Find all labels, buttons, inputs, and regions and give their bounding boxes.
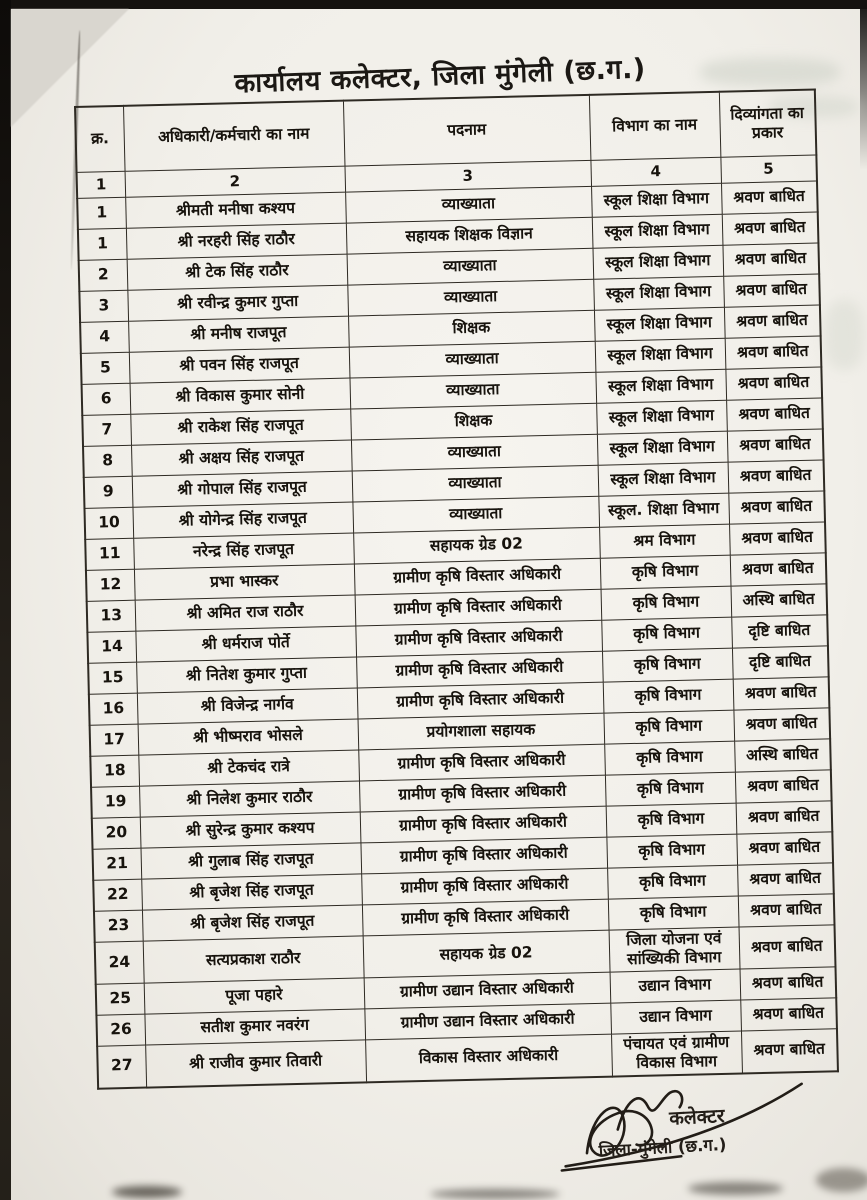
cell-designation: ग्रामीण कृषि विस्तार अधिकारी <box>358 744 605 781</box>
cell-department: कृषि विभाग <box>606 803 737 837</box>
cell-serial: 9 <box>84 476 133 508</box>
cell-disability: श्रवण बाधित <box>741 1029 838 1074</box>
cell-name: श्रीमती मनीषा कश्यप <box>125 192 346 228</box>
cell-designation: ग्रामीण उद्यान विस्तार अधिकारी <box>364 1003 611 1040</box>
scan-edge-left <box>0 0 11 1200</box>
cell-serial: 8 <box>83 445 132 477</box>
cell-name: पूजा पहारे <box>144 978 365 1014</box>
cell-disability: श्रवण बाधित <box>737 863 834 896</box>
cell-designation: व्याख्याता <box>347 279 594 316</box>
cell-department: स्कूल. शिक्षा विभाग <box>598 493 729 527</box>
cell-name: प्रभा भास्कर <box>134 564 355 600</box>
cell-serial: 16 <box>89 693 138 725</box>
cell-department: स्कूल शिक्षा विभाग <box>592 245 723 279</box>
column-number: 5 <box>720 155 817 183</box>
cell-disability: श्रवण बाधित <box>729 522 826 555</box>
cell-disability: श्रवण बाधित <box>721 181 818 214</box>
cell-department: स्कूल शिक्षा विभाग <box>593 276 724 310</box>
cell-department: कृषि विभाग <box>603 679 734 713</box>
cell-name: श्री टेक सिंह राठौर <box>127 254 348 290</box>
cell-disability: श्रवण बाधित <box>725 367 822 400</box>
cell-department: जिला योजना एवं सांख्यिकी विभाग <box>609 927 740 972</box>
cell-name: श्री बृजेश सिंह राजपूत <box>142 905 363 941</box>
scan-edge-top <box>0 0 867 9</box>
cell-serial: 27 <box>97 1045 146 1088</box>
cell-serial: 22 <box>93 879 142 911</box>
cell-designation: ग्रामीण कृषि विस्तार अधिकारी <box>354 558 601 595</box>
cell-serial: 6 <box>82 383 131 415</box>
cell-name: श्री धर्मराज पोर्ते <box>135 626 356 662</box>
cell-name: श्री विजेन्द्र नार्गव <box>137 688 358 724</box>
cell-department: स्कूल शिक्षा विभाग <box>592 214 723 248</box>
cell-designation: ग्रामीण कृषि विस्तार अधिकारी <box>355 620 602 657</box>
header-designation: पदनाम <box>343 95 590 166</box>
cell-department: कृषि विभाग <box>607 865 738 899</box>
cell-disability: श्रवण बाधित <box>739 925 836 969</box>
cell-department: स्कूल शिक्षा विभाग <box>591 183 722 217</box>
cell-serial: 7 <box>82 414 131 446</box>
cell-name: श्री निलेश कुमार राठौर <box>139 781 360 817</box>
cell-name: श्री नरहरी सिंह राठौर <box>126 223 347 259</box>
cell-disability: श्रवण बाधित <box>725 336 822 369</box>
cell-department: कृषि विभाग <box>600 555 731 589</box>
cell-serial: 23 <box>94 910 143 942</box>
cell-serial: 11 <box>85 538 134 570</box>
cell-disability: अस्थि बाधित <box>734 739 831 772</box>
cell-serial: 18 <box>90 755 139 787</box>
column-number: 3 <box>344 160 591 192</box>
cell-designation: व्याख्याता <box>349 341 596 378</box>
cell-name: श्री राजीव कुमार तिवारी <box>145 1040 366 1087</box>
header-name: अधिकारी/कर्मचारी का नाम <box>123 101 344 172</box>
cell-department: कृषि विभाग <box>604 741 735 775</box>
cell-designation: ग्रामीण कृषि विस्तार अधिकारी <box>361 868 608 905</box>
cell-designation: शिक्षक <box>350 403 597 440</box>
cell-disability: श्रवण बाधित <box>733 677 830 710</box>
cell-disability: दृष्टि बाधित <box>732 646 829 679</box>
cell-department: स्कूल शिक्षा विभाग <box>595 338 726 372</box>
cell-serial: 20 <box>92 817 141 849</box>
cell-department: स्कूल शिक्षा विभाग <box>597 431 728 465</box>
cell-name: श्री सुरेन्द्र कुमार कश्यप <box>140 812 361 848</box>
cell-department: स्कूल शिक्षा विभाग <box>595 369 726 403</box>
scan-smudge <box>112 1186 182 1198</box>
cell-department: श्रम विभाग <box>599 524 730 558</box>
stamp-title: कलेक्टर <box>668 1104 725 1130</box>
cell-name: श्री टेकचंद रात्रे <box>138 750 359 786</box>
cell-serial: 1 <box>78 228 127 260</box>
cell-name: श्री नितेश कुमार गुप्ता <box>136 657 357 693</box>
cell-name: श्री रवीन्द्र कुमार गुप्ता <box>127 285 348 321</box>
scan-smudge <box>816 1168 867 1192</box>
cell-disability: श्रवण बाधित <box>723 274 820 307</box>
cell-department: पंचायत एवं ग्रामीण विकास विभाग <box>611 1031 742 1076</box>
cell-disability: श्रवण बाधित <box>730 553 827 586</box>
cell-serial: 12 <box>86 569 135 601</box>
cell-disability: श्रवण बाधित <box>740 998 837 1031</box>
cell-serial: 10 <box>84 507 133 539</box>
cell-designation: व्याख्याता <box>352 496 599 533</box>
cell-disability: श्रवण बाधित <box>740 967 837 1000</box>
cell-serial: 15 <box>88 662 137 694</box>
cell-department: कृषि विभाग <box>608 896 739 930</box>
cell-designation: व्याख्याता <box>351 434 598 471</box>
cell-designation: सहायक शिक्षक विज्ञान <box>346 217 593 254</box>
cell-disability: श्रवण बाधित <box>735 770 832 803</box>
cell-disability: श्रवण बाधित <box>733 708 830 741</box>
cell-serial: 14 <box>87 631 136 663</box>
cell-designation: व्याख्याता <box>347 248 594 285</box>
cell-department: कृषि विभाग <box>606 834 737 868</box>
cell-serial: 5 <box>81 352 130 384</box>
cell-designation: ग्रामीण कृषि विस्तार अधिकारी <box>355 589 602 626</box>
cell-name: सत्यप्रकाश राठौर <box>143 936 364 983</box>
cell-disability: श्रवण बाधित <box>726 398 823 431</box>
cell-serial: 26 <box>96 1014 145 1046</box>
cell-designation: ग्रामीण कृषि विस्तार अधिकारी <box>356 651 603 688</box>
cell-serial: 25 <box>96 983 145 1015</box>
cell-disability: श्रवण बाधित <box>724 305 821 338</box>
cell-disability: श्रवण बाधित <box>736 801 833 834</box>
cell-department: कृषि विभाग <box>602 648 733 682</box>
cell-department: कृषि विभाग <box>603 710 734 744</box>
header-disability: दिव्यांगता का प्रकार <box>719 90 817 158</box>
cell-name: श्री अमित राज राठौर <box>135 595 356 631</box>
cell-designation: ग्रामीण कृषि विस्तार अधिकारी <box>357 682 604 719</box>
cell-disability: अस्थि बाधित <box>730 584 827 617</box>
cell-disability: श्रवण बाधित <box>738 894 835 927</box>
cell-designation: व्याख्याता <box>345 186 592 223</box>
cell-designation: ग्रामीण कृषि विस्तार अधिकारी <box>359 775 606 812</box>
cell-serial: 3 <box>79 290 128 322</box>
cell-serial: 19 <box>91 786 140 818</box>
cell-name: सतीश कुमार नवरंग <box>144 1009 365 1045</box>
table-sheet <box>74 89 837 1090</box>
cell-disability: श्रवण बाधित <box>728 491 825 524</box>
cell-designation: व्याख्याता <box>349 372 596 409</box>
cell-disability: श्रवण बाधित <box>728 460 825 493</box>
cell-designation: सहायक ग्रेड 02 <box>353 527 600 564</box>
cell-department: कृषि विभाग <box>605 772 736 806</box>
cell-serial: 13 <box>87 600 136 632</box>
cell-department: स्कूल शिक्षा विभाग <box>594 307 725 341</box>
cell-designation: ग्रामीण कृषि विस्तार अधिकारी <box>360 837 607 874</box>
cell-department: उद्यान विभाग <box>610 969 741 1003</box>
cell-name: श्री योगेन्द्र सिंह राजपूत <box>132 502 353 538</box>
signature-block <box>550 1075 821 1189</box>
cell-department: कृषि विभाग <box>601 586 732 620</box>
cell-department: कृषि विभाग <box>601 617 732 651</box>
cell-disability: श्रवण बाधित <box>722 243 819 276</box>
stamp-district: जिला-मुंगेली (छ.ग.) <box>598 1134 727 1161</box>
column-number: 4 <box>590 157 721 186</box>
cell-name: श्री विकास कुमार सोनी <box>130 378 351 414</box>
cell-name: श्री अक्षय सिंह राजपूत <box>131 440 352 476</box>
cell-designation: शिक्षक <box>348 310 595 347</box>
column-number: 2 <box>125 166 346 197</box>
cell-serial: 1 <box>77 197 126 229</box>
header-department: विभाग का नाम <box>589 92 721 161</box>
cell-serial: 21 <box>93 848 142 880</box>
cell-serial: 2 <box>79 259 128 291</box>
cell-designation: व्याख्याता <box>352 465 599 502</box>
cell-department: स्कूल शिक्षा विभाग <box>598 462 729 496</box>
cell-serial: 17 <box>90 724 139 756</box>
cell-name: श्री गुलाब सिंह राजपूत <box>141 843 362 879</box>
handwritten-signature-icon <box>550 1075 821 1189</box>
cell-designation: विकास विस्तार अधिकारी <box>365 1034 612 1082</box>
cell-disability: श्रवण बाधित <box>736 832 833 865</box>
cell-name: श्री बृजेश सिंह राजपूत <box>141 874 362 910</box>
cell-name: श्री पवन सिंह राजपूत <box>129 347 350 383</box>
cell-designation: ग्रामीण उद्यान विस्तार अधिकारी <box>364 972 611 1009</box>
scan-smudge <box>430 1189 560 1199</box>
cell-disability: दृष्टि बाधित <box>731 615 828 648</box>
cell-name: श्री राकेश सिंह राजपूत <box>130 409 351 445</box>
cell-designation: सहायक ग्रेड 02 <box>363 930 610 978</box>
scan-smudge <box>688 1182 783 1195</box>
header-serial: क्र. <box>75 106 125 173</box>
cell-designation: ग्रामीण कृषि विस्तार अधिकारी <box>360 806 607 843</box>
cell-name: नरेन्द्र सिंह राजपूत <box>133 533 354 569</box>
document-title: कार्यालय कलेक्टर, जिला मुंगेली (छ.ग.) <box>233 53 647 100</box>
cell-department: उद्यान विभाग <box>610 1000 741 1034</box>
cell-disability: श्रवण बाधित <box>722 212 819 245</box>
cell-designation: ग्रामीण कृषि विस्तार अधिकारी <box>362 899 609 936</box>
cell-serial: 4 <box>80 321 129 353</box>
employee-roster-table <box>74 89 839 1090</box>
column-number: 1 <box>77 171 126 198</box>
cell-designation: प्रयोगशाला सहायक <box>358 713 605 750</box>
cell-name: श्री भीष्मराव भोसले <box>138 719 359 755</box>
ink-bleedthrough <box>824 300 864 370</box>
cell-serial: 24 <box>95 941 144 984</box>
table-body <box>77 181 838 1088</box>
cell-name: श्री गोपाल सिंह राजपूत <box>132 471 353 507</box>
cell-name: श्री मनीष राजपूत <box>128 316 349 352</box>
cell-department: स्कूल शिक्षा विभाग <box>596 400 727 434</box>
cell-disability: श्रवण बाधित <box>727 429 824 462</box>
scan-edge-right <box>860 0 867 170</box>
